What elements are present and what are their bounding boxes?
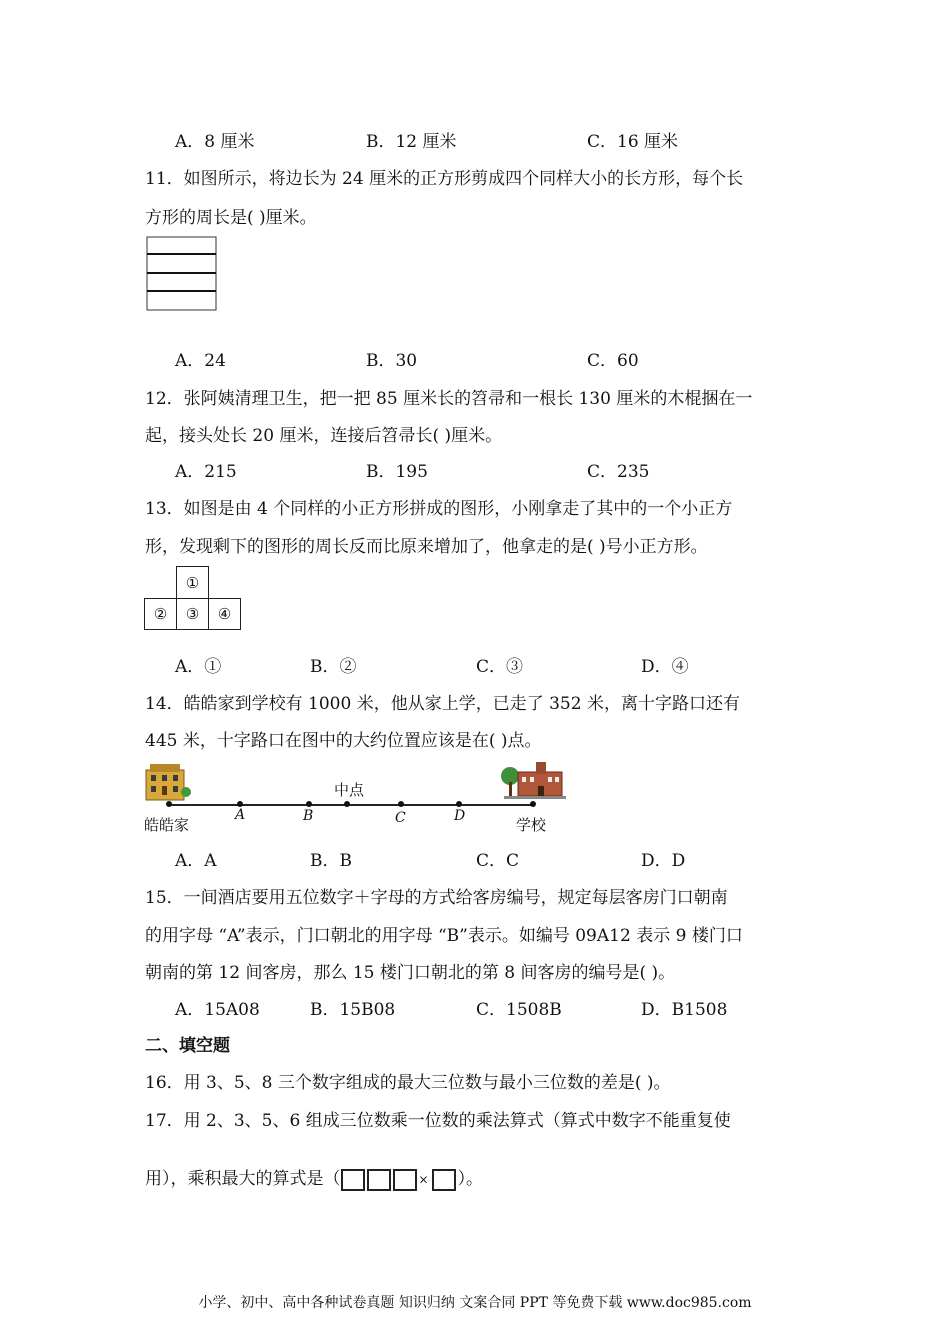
square-4: ④ — [208, 598, 241, 630]
q12-text-line1: 12．张阿姨清理卫生，把一把 85 厘米长的笤帚和一根长 130 厘米的木棍捆在一 — [145, 389, 753, 409]
q15-option-d: D．B1508 — [641, 1000, 728, 1020]
q10-option-c: C．16 厘米 — [587, 132, 679, 152]
q11-text-line1: 11．如图所示，将边长为 24 厘米的正方形剪成四个同样大小的长方形，每个长 — [145, 169, 744, 189]
q14-option-a: A．A — [175, 851, 217, 871]
q17-line2-suffix: ）。 — [457, 1169, 484, 1189]
school-label: 学校 — [516, 816, 547, 834]
q14-option-d: D．D — [641, 851, 686, 871]
point-b — [306, 801, 312, 807]
q14-text-line2: 445 米，十字路口在图中的大约位置应该是在( )点。 — [145, 731, 542, 751]
q13-option-b: B．② — [310, 657, 357, 677]
q15-option-b: B．15B08 — [310, 1000, 396, 1020]
point-c-label: C — [395, 810, 406, 826]
q11-text-line2: 方形的周长是( )厘米。 — [145, 208, 317, 228]
q15-option-a: A．15A08 — [175, 1000, 260, 1020]
point-c — [398, 801, 404, 807]
point-a-label: A — [235, 807, 246, 823]
q14-option-c: C．C — [476, 851, 520, 871]
square-3: ③ — [176, 598, 209, 630]
answer-box-2[interactable] — [367, 1169, 391, 1191]
q13-option-d: D．④ — [641, 657, 689, 677]
q11-option-b: B．30 — [366, 351, 418, 371]
times-sign: × — [418, 1172, 429, 1187]
answer-box-1[interactable] — [341, 1169, 365, 1191]
point-b-label: B — [303, 808, 314, 824]
home-label: 皓皓家 — [144, 816, 190, 834]
answer-box-4[interactable] — [432, 1169, 456, 1191]
q11-option-c: C．60 — [587, 351, 639, 371]
page-footer: 小学、初中、高中各种试卷真题 知识归纳 文案合同 PPT 等免费下载 www.doc985.com — [198, 1295, 752, 1311]
q12-option-c: C．235 — [587, 462, 650, 482]
square-2: ② — [144, 598, 177, 630]
q17-text-line1: 17．用 2、3、5、6 组成三位数乘一位数的乘法算式（算式中数字不能重复使 — [145, 1111, 731, 1131]
q15-text-line2: 的用字母 “A”表示，门口朝北的用字母 “B”表示。如编号 09A12 表示 9 楼门口 — [145, 926, 743, 946]
q15-option-c: C．1508B — [476, 1000, 562, 1020]
q14-option-b: B．B — [310, 851, 352, 871]
q12-option-b: B．195 — [366, 462, 428, 482]
q17-line2-prefix: 用），乘积最大的算式是（ — [145, 1169, 341, 1189]
house-icon — [144, 762, 192, 802]
q14-text-line1: 14．皓皓家到学校有 1000 米，他从家上学，已走了 352 米，离十字路口还有 — [145, 694, 740, 714]
q12-text-line2: 起，接头处长 20 厘米，连接后笤帚长( )厘米。 — [145, 426, 503, 446]
q12-option-a: A．215 — [175, 462, 237, 482]
q17-text-line2 — [145, 1164, 483, 1191]
square-1: ① — [176, 566, 209, 599]
midpoint-label: 中点 — [334, 781, 365, 799]
point-d — [456, 801, 462, 807]
q13-text-line2: 形，发现剩下的图形的周长反而比原来增加了，他拿走的是( )号小正方形。 — [145, 537, 708, 557]
q11-square-figure — [146, 236, 218, 312]
school-point — [530, 801, 536, 807]
home-point — [166, 801, 172, 807]
school-icon — [500, 758, 568, 802]
route-line — [169, 804, 533, 806]
q10-option-b: B．12 厘米 — [366, 132, 457, 152]
q15-text-line1: 15．一间酒店要用五位数字＋字母的方式给客房编号，规定每层客房门口朝南 — [145, 888, 728, 908]
q16-text: 16．用 3、5、8 三个数字组成的最大三位数与最小三位数的差是( )。 — [145, 1073, 671, 1093]
q13-option-a: A．① — [175, 657, 222, 677]
section-heading: 二、填空题 — [145, 1036, 230, 1056]
q11-option-a: A．24 — [175, 351, 226, 371]
q10-option-a: A．8 厘米 — [175, 132, 255, 152]
q13-option-c: C．③ — [476, 657, 524, 677]
midpoint — [344, 801, 350, 807]
q15-text-line3: 朝南的第 12 间客房，那么 15 楼门口朝北的第 8 间客房的编号是( )。 — [145, 963, 676, 983]
answer-box-3[interactable] — [393, 1169, 417, 1191]
q13-text-line1: 13．如图是由 4 个同样的小正方形拼成的图形，小刚拿走了其中的一个小正方 — [145, 499, 733, 519]
point-d-label: D — [454, 808, 466, 824]
